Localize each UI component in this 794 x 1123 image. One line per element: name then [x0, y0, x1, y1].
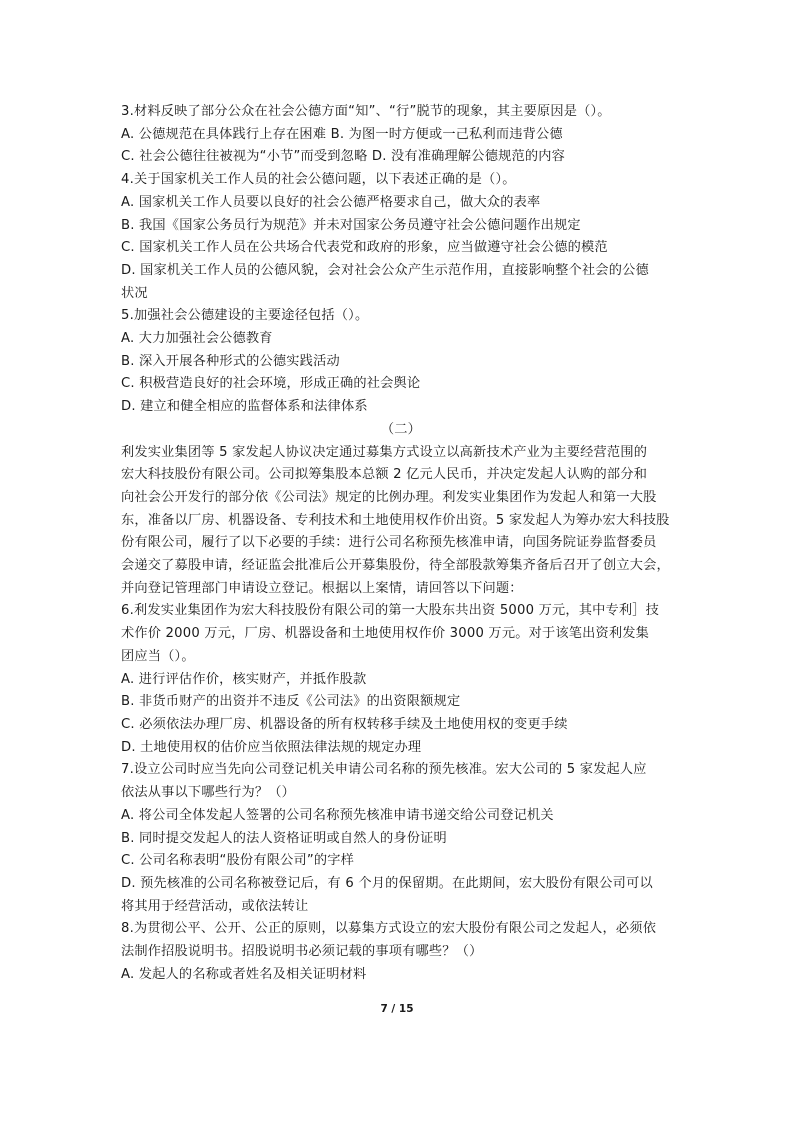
option-line: D. 建立和健全相应的监督体系和法律体系 — [121, 399, 368, 415]
option-line: A. 进行评估作价，核实财产，并抵作股款 — [121, 671, 367, 687]
option-line: B. 我国《国家公务员行为规范》并未对国家公务员遵守社会公德问题作出规定 — [121, 217, 581, 233]
option-line: B. 非货币财产的出资并不违反《公司法》的出资限额规定 — [121, 694, 461, 710]
case-paragraph-line: 会递交了募股申请，经证监会批准后公开募集股份，待全部股款筹集齐备后召开了创立大会， — [121, 558, 670, 574]
case-paragraph-line: 份有限公司，履行了以下必要的手续：进行公司名称预先核准申请，向国务院证券监督委员 — [121, 535, 657, 551]
option-line: A. 将公司全体发起人签署的公司名称预先核准申请书递交给公司登记机关 — [121, 807, 554, 823]
option-line: D. 国家机关工作人员的公德风貌，会对社会公众产生示范作用，直接影响整个社会的公德 — [121, 262, 649, 278]
section-heading: （二） — [380, 421, 422, 437]
option-line: A. 大力加强社会公德教育 — [121, 331, 273, 347]
option-line: C. 国家机关工作人员在公共场合代表党和政府的形象，应当做遵守社会公德的模范 — [121, 240, 608, 256]
page-number: 7 / 15 — [380, 1003, 414, 1015]
option-line: C. 必须依法办理厂房、机器设备的所有权转移手续及土地使用权的变更手续 — [121, 716, 568, 732]
option-line: A. 国家机关工作人员要以良好的社会公德严格要求自己，做大众的表率 — [121, 194, 541, 210]
question-6: 6.利发实业集团作为宏大科技股份有限公司的第一大股东共出资 5000 万元，其中专利］技 — [121, 603, 660, 619]
option-line: B. 同时提交发起人的法人资格证明或自然人的身份证明 — [121, 830, 447, 846]
option-line: D. 土地使用权的估价应当依照法律法规的规定办理 — [121, 739, 422, 755]
question-8-cont: 法制作招股说明书。招股说明书必须记载的事项有哪些？（） — [121, 944, 483, 960]
question-6-cont: 术作价 2000 万元，厂房、机器设备和土地使用权作价 3000 万元。对于该笔出资利发集 — [121, 626, 650, 642]
case-paragraph-line: 东，准备以厂房、机器设备、专利技术和土地使用权作价出资。5 家发起人为筹办宏大科技股 — [121, 512, 670, 528]
option-line: B. 深入开展各种形式的公德实践活动 — [121, 353, 340, 369]
option-line: A. 公德规范在具体践行上存在困难 B. 为图一时方便或一己私利而违背公德 — [121, 126, 563, 142]
option-line: 状况 — [121, 285, 148, 301]
case-paragraph-line: 向社会公开发行的部分依《公司法》规定的比例办理。利发实业集团作为发起人和第一大股 — [121, 489, 657, 505]
case-paragraph-line: 利发实业集团等 5 家发起人协议决定通过募集方式设立以高新技术产业为主要经营范围的 — [121, 444, 648, 460]
question-7-cont: 依法从事以下哪些行为？（） — [121, 785, 296, 801]
option-line: D. 预先核准的公司名称被登记后，有 6 个月的保留期。在此期间，宏大股份有限公司可以 — [121, 875, 653, 891]
question-7: 7.设立公司时应当先向公司登记机关申请公司名称的预先核准。宏大公司的 5 家发起人应 — [121, 762, 647, 778]
question-3: 3.材料反映了部分公众在社会公德方面“知”、“行”脱节的现象，其主要原因是（）。 — [121, 104, 611, 119]
option-line: C. 社会公德往往被视为“小节”而受到忽略 D. 没有准确理解公德规范的内容 — [121, 149, 566, 165]
option-line: C. 公司名称表明“股份有限公司”的字样 — [121, 853, 355, 869]
document-body — [121, 101, 681, 986]
question-8: 8.为贯彻公平、公开、公正的原则，以募集方式设立的宏大股份有限公司之发起人，必须依 — [121, 921, 657, 937]
option-line: A. 发起人的名称或者姓名及相关证明材料 — [121, 966, 367, 982]
case-paragraph-line: 并向登记管理部门申请设立登记。根据以上案情，请回答以下问题： — [121, 580, 523, 596]
option-line: 将其用于经营活动，或依法转让 — [121, 898, 309, 914]
question-6-cont: 团应当（）。 — [121, 648, 195, 664]
option-line: C. 积极营造良好的社会环境，形成正确的社会舆论 — [121, 376, 421, 392]
question-4: 4.关于国家机关工作人员的社会公德问题，以下表述正确的是（）。 — [121, 172, 516, 188]
case-paragraph-line: 宏大科技股份有限公司。公司拟筹集股本总额 2 亿元人民币，并决定发起人认购的部分和 — [121, 467, 648, 483]
question-5: 5.加强社会公德建设的主要途径包括（）。 — [121, 308, 369, 324]
